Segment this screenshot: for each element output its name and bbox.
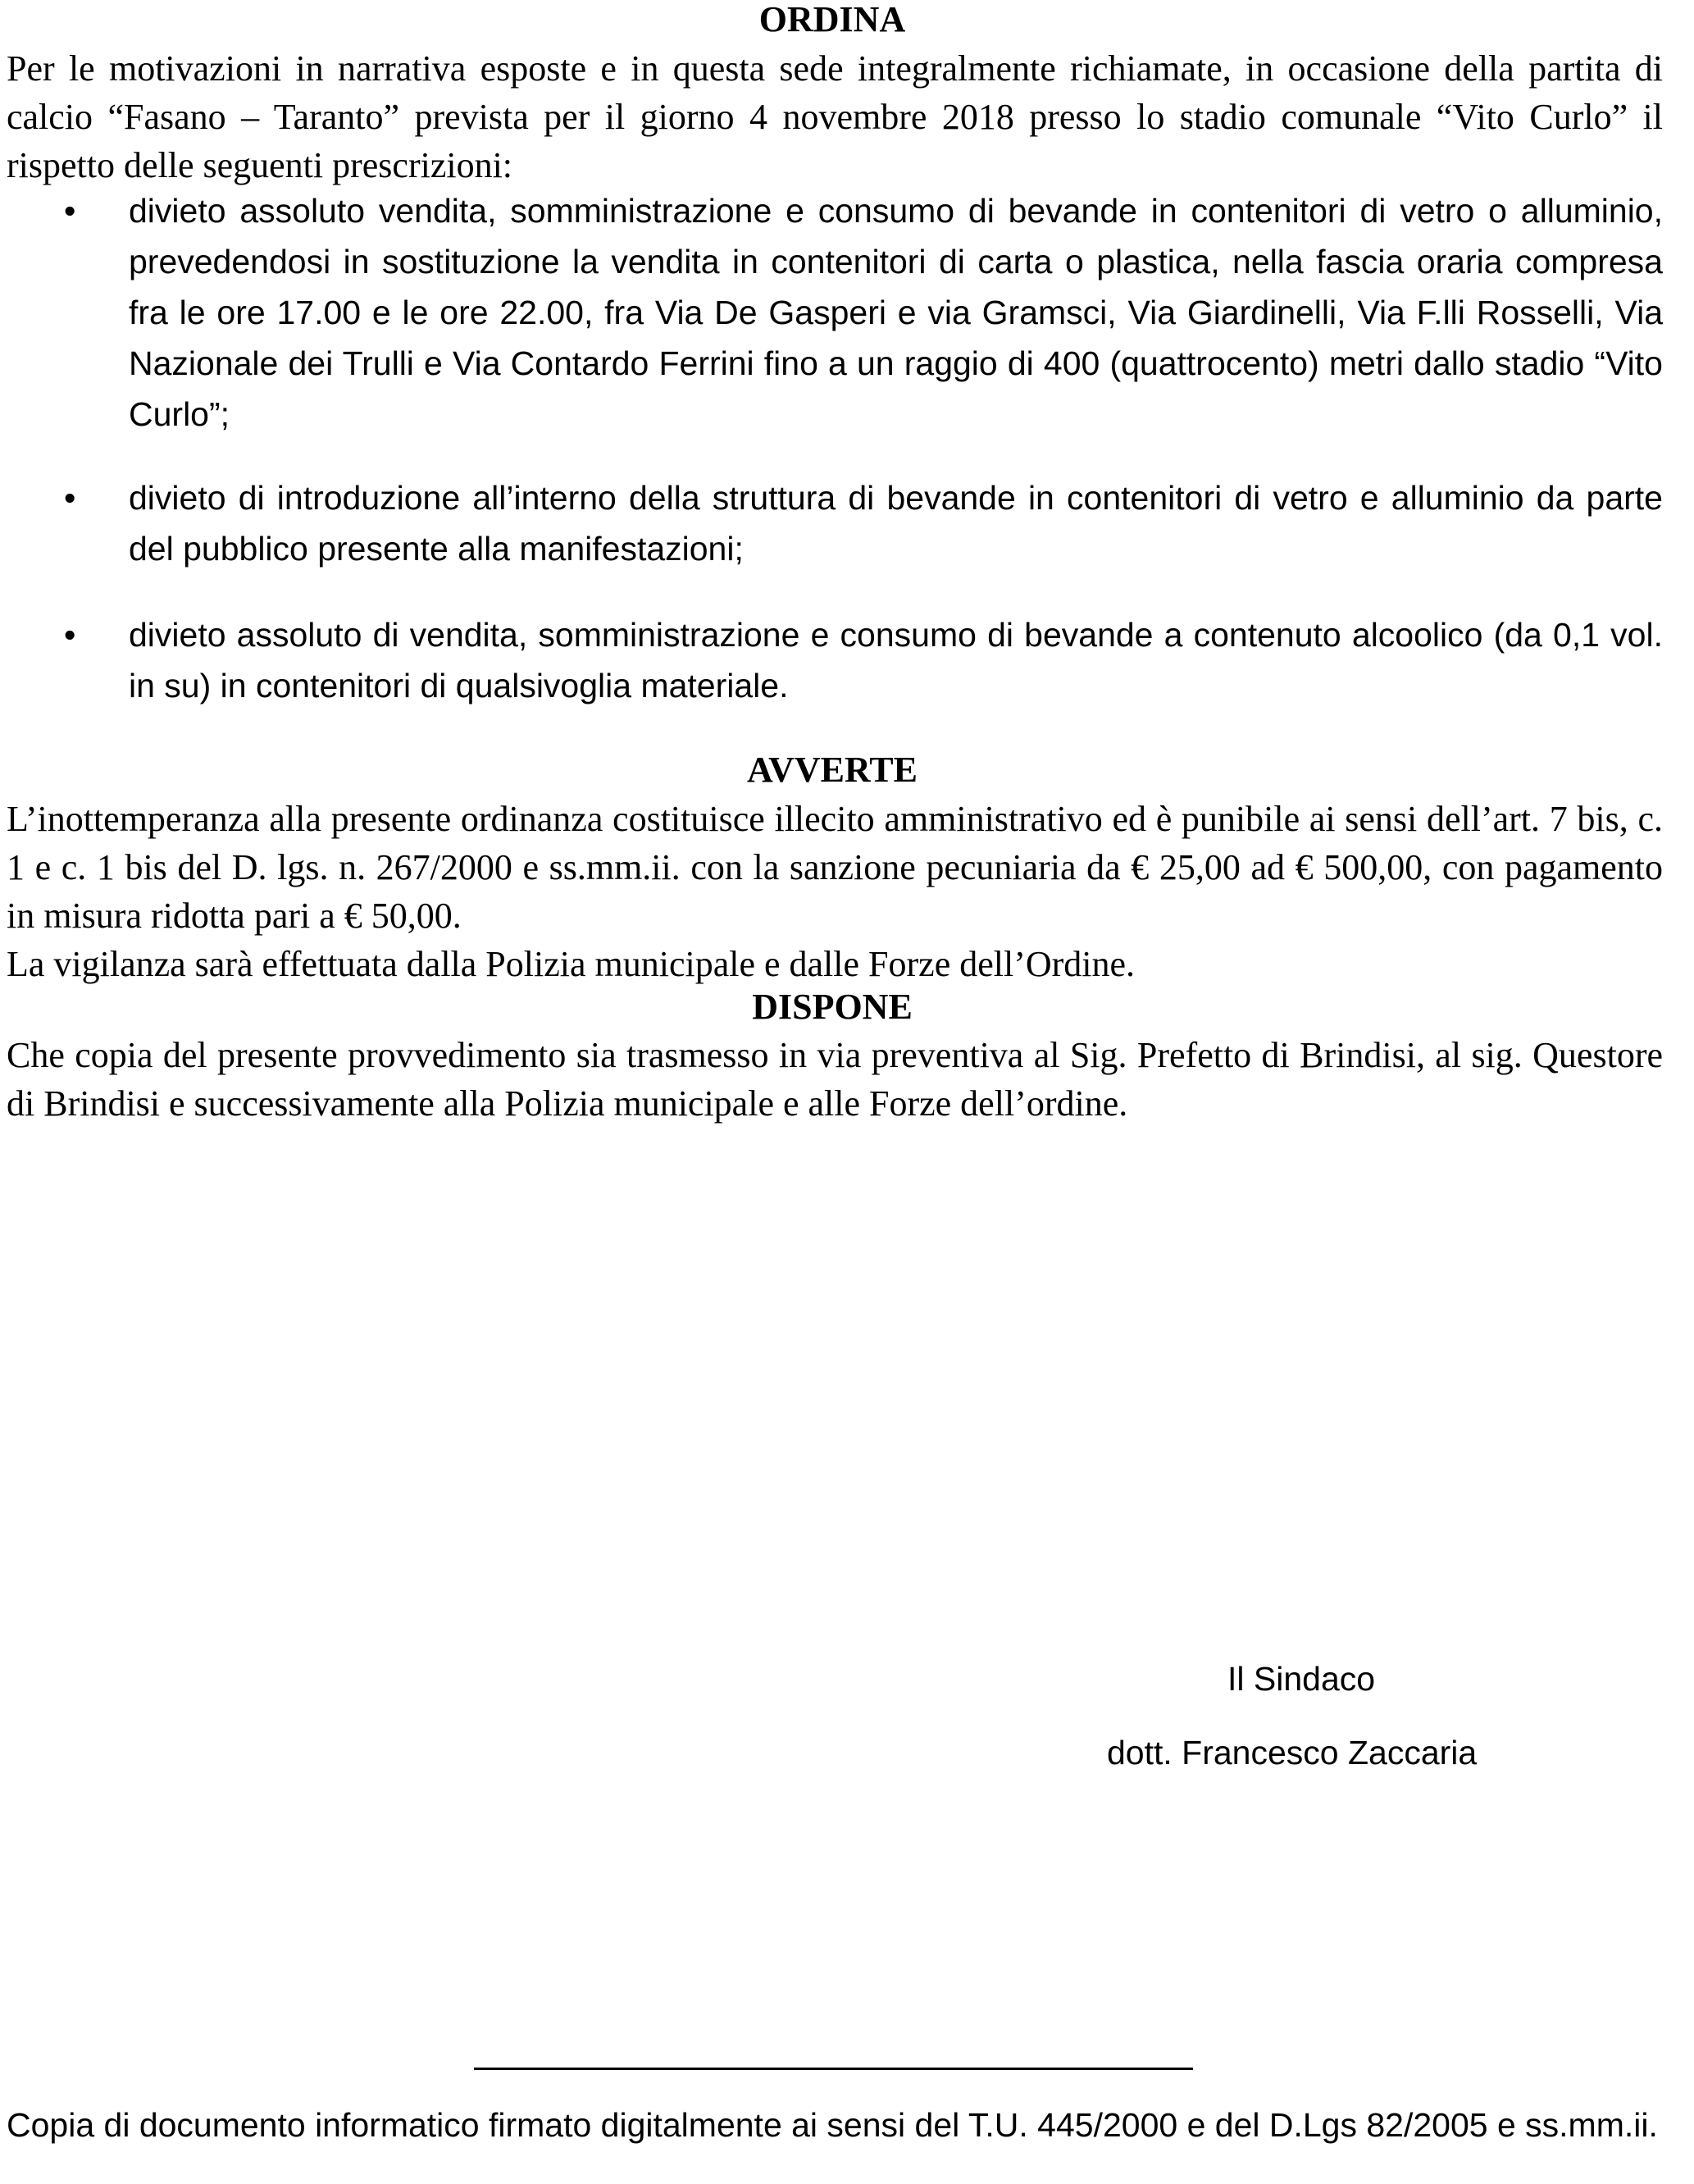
prescription-text: divieto di introduzione all’interno della struttura di bevande in contenitori di vetro e alluminio da parte del pubblico presente alla manifestazioni; [129, 479, 1663, 568]
avverte-paragraph: L’inottemperanza alla presente ordinanza costituisce illecito amministrativo ed è punibile ai sensi dell’art. 7 bis, c. 1 e c. 1 bis del D. lgs. n. 267/2000 e ss.mm.ii. con la sanzione pecuniaria da € 25,00 ad € 500,00, con pagamento in misura ridotta pari a € 50,00. [7, 799, 1663, 936]
signature-role: Il Sindaco [1227, 1660, 1376, 1698]
vigilanza-paragraph: La vigilanza sarà effettuata dalla Polizia municipale e dalle Forze dell’Ordine. [7, 944, 1136, 984]
bullet-dot-icon: • [64, 192, 76, 230]
footer-note: Copia di documento informatico firmato digitalmente ai sensi del T.U. 445/2000 e del D.Lgs 82/2005 e ss.mm.ii. [7, 2106, 1658, 2144]
avverte-heading: AVVERTE [747, 750, 918, 790]
dispone-paragraph: Che copia del presente provvedimento sia trasmesso in via preventiva al Sig. Prefetto di Brindisi, al sig. Questore di Brindisi e successivamente alla Polizia municipale e alle Forze dell’ordine. [7, 1035, 1663, 1124]
bullet-dot-icon: • [64, 616, 76, 654]
footer-divider [474, 2068, 1193, 2070]
dispone-heading: DISPONE [752, 987, 913, 1027]
bullet-dot-icon: • [64, 479, 76, 517]
signature-name: dott. Francesco Zaccaria [1107, 1734, 1478, 1771]
ordina-intro-paragraph: Per le motivazioni in narrativa esposte e in questa sede integralmente richiamate, in occasione della partita di calcio “Fasano – Taranto” prevista per il giorno 4 novembre 2018 presso lo stadio comunale “Vito Curlo” il rispetto delle seguenti prescrizioni: [7, 48, 1663, 185]
prescription-text: divieto assoluto di vendita, somministrazione e consumo di bevande a contenuto alcoolico (da 0,1 vol. in su) in contenitori di qualsivoglia materiale. [129, 616, 1663, 704]
ordina-heading: ORDINA [758, 0, 906, 39]
prescription-text: divieto assoluto vendita, somministrazione e consumo di bevande in contenitori di vetro o alluminio, prevedendosi in sostituzione la vendita in contenitori di carta o plastica, nella fascia oraria compresa fra le ore 17.00 e le ore 22.00, fra Via De Gasperi e via Gramsci, Via Giardinelli, Via F.lli Rosselli, Via Nazionale dei Trulli e Via Contardo Ferrini fino a un raggio di 400 (quattrocento) metri dallo stadio “Vito Curlo”; [129, 192, 1663, 433]
